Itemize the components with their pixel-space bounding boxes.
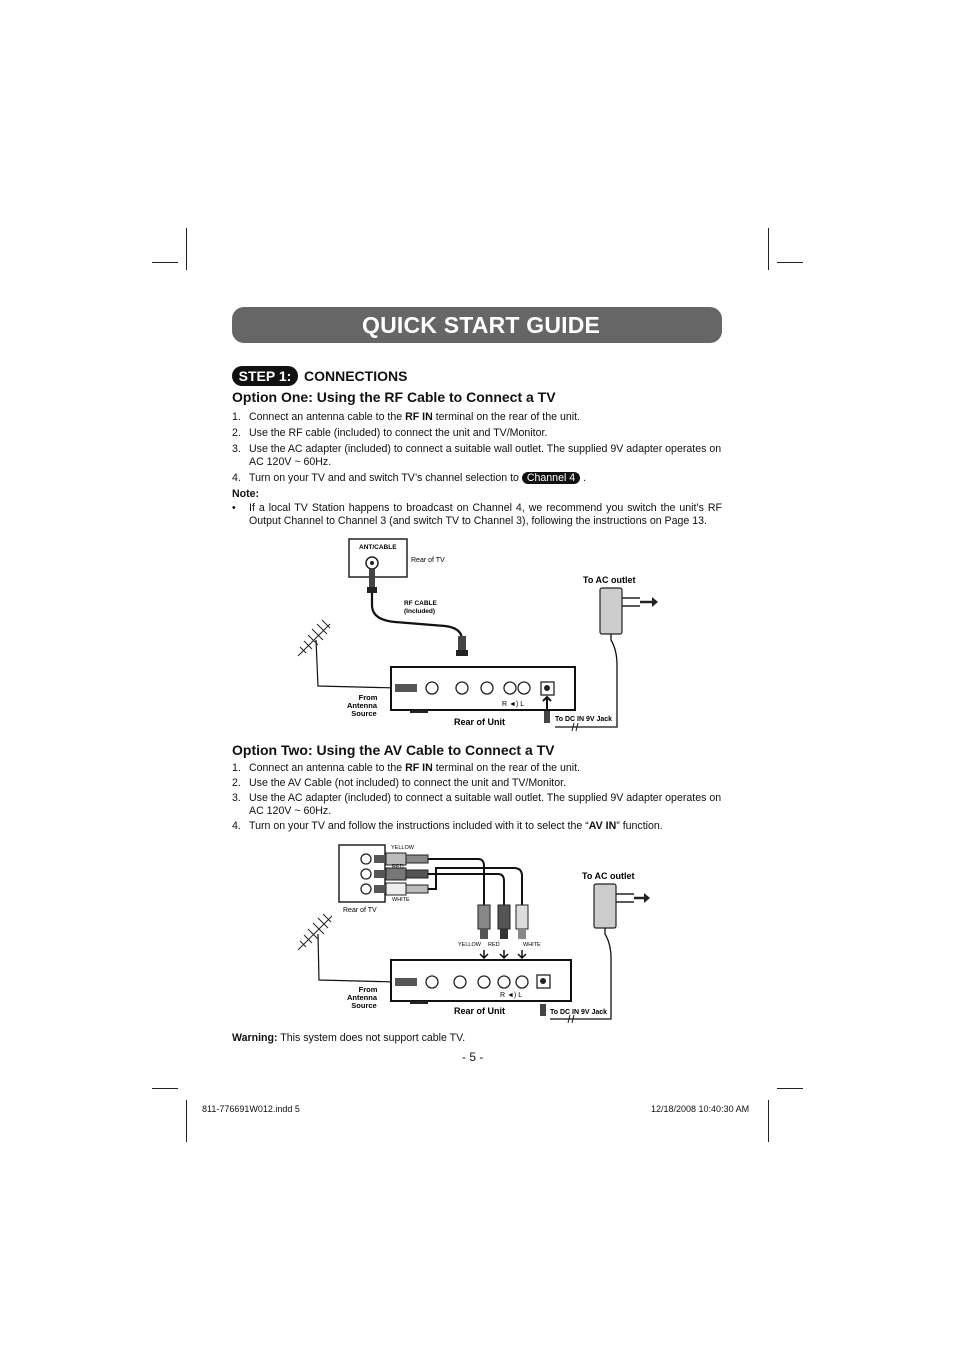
list-number: 1. [232,762,241,774]
white-label-tv: WHITE [392,897,410,903]
yellow-label-tv: YELLOW [391,845,414,851]
antenna-label: Antenna [347,993,377,1002]
rear-of-tv-label: Rear of TV [343,907,377,914]
video-out-jack [478,976,490,988]
list-text: ” function. [616,820,663,832]
red-label: RED [488,942,500,948]
antenna-icon [298,914,332,950]
rear-of-unit-label: Rear of Unit [454,717,506,727]
rear-of-tv-label: Rear of TV [411,557,445,564]
page-number: - 5 - [462,1050,484,1064]
list-number: 4. [232,472,241,484]
audio-r-jack [498,976,510,988]
av-plugs-tv [374,853,428,895]
list-number: 3. [232,443,241,455]
rf-in-jack [426,976,438,988]
option-one-title: Option One: Using the RF Cable to Connect a TV [232,389,556,405]
included-label: (Included) [404,608,436,615]
list-number: 3. [232,792,241,804]
page-title: QUICK START GUIDE [362,312,601,338]
list-number: 1. [232,411,241,423]
list-text: . [580,472,587,484]
bullet: • [232,502,236,514]
list-number: 4. [232,820,241,832]
rl-label: R ◄) L [502,701,525,708]
step-title: CONNECTIONS [304,368,408,384]
to-ac-outlet-label: To AC outlet [583,575,636,585]
note-text: If a local TV Station happens to broadcast on Channel 4, we recommend you switch the unit’s RF Output Channel to Channel 3 (and switch TV to Channel 3), following the instructions on Page 13. [249,502,722,527]
list-text: Use the AV Cable (not included) to connect the unit and TV/Monitor. [249,777,567,789]
channel-badge: Channel 4 [522,472,580,484]
tv-video-in-jack [361,854,371,864]
rf-cable-label: RF CABLE [404,600,437,607]
list-number: 2. [232,777,241,789]
list-text: Turn on your TV and and switch TV’s channel selection to [249,472,522,484]
av-plugs-unit [478,905,528,939]
to-dc-in-label: To DC IN 9V Jack [550,1009,608,1016]
ac-adapter-icon [594,884,616,928]
tv-audio-l-jack [361,884,371,894]
list-bold: RF IN [405,411,433,423]
step-badge: STEP 1: [232,366,298,386]
footer-file: 811-776691W012.indd 5 [202,1104,300,1114]
red-label-tv: RED [392,864,404,870]
list-number: 2. [232,427,241,439]
list-text: Connect an antenna cable to the [249,411,406,423]
footer-timestamp: 12/18/2008 10:40:30 AM [651,1104,750,1114]
warning-label: Warning: [232,1032,278,1044]
warning-text: This system does not support cable TV. [277,1032,466,1044]
rf-out-jack [454,976,466,988]
yellow-label: YELLOW [458,942,481,948]
list-bold: AV IN [588,820,617,832]
rf-in-plug [395,978,417,986]
option-two-title: Option Two: Using the AV Cable to Connect a TV [232,742,555,758]
audio-l-jack [516,976,528,988]
list-text: terminal on the rear of the unit. [432,411,580,423]
warning [232,1032,722,1045]
antenna-label: Antenna [347,701,377,710]
list-text: Connect an antenna cable to the [249,762,406,774]
tv-audio-r-jack [361,869,371,879]
ant-cable-label: ANT/CABLE [359,544,397,551]
source-label: Source [351,1001,377,1010]
white-label: WHITE [523,942,541,948]
from-label: From [358,985,378,994]
list-text: Use the AC adapter (included) to connect a suitable wall outlet. The supplied 9V adapter operates on AC 120V ~ 60Hz. [249,443,722,468]
list-text: Turn on your TV and follow the instructions included with it to select the “ [249,820,589,832]
rear-of-unit-label: Rear of Unit [454,1006,506,1016]
list-bold: RF IN [405,762,433,774]
list-text: Use the RF cable (included) to connect the unit and TV/Monitor. [249,427,548,439]
source-label: Source [351,709,377,718]
to-ac-outlet-label: To AC outlet [582,871,635,881]
list-text: terminal on the rear of the unit. [432,762,580,774]
list-text: Use the AC adapter (included) to connect a suitable wall outlet. The supplied 9V adapter operates on AC 120V ~ 60Hz. [249,792,722,817]
from-label: From [358,693,378,702]
to-dc-in-label: To DC IN 9V Jack [555,716,613,723]
av-cable-red [428,874,504,905]
rl-label: R ◄) L [500,992,523,999]
note-heading: Note: [232,488,260,500]
